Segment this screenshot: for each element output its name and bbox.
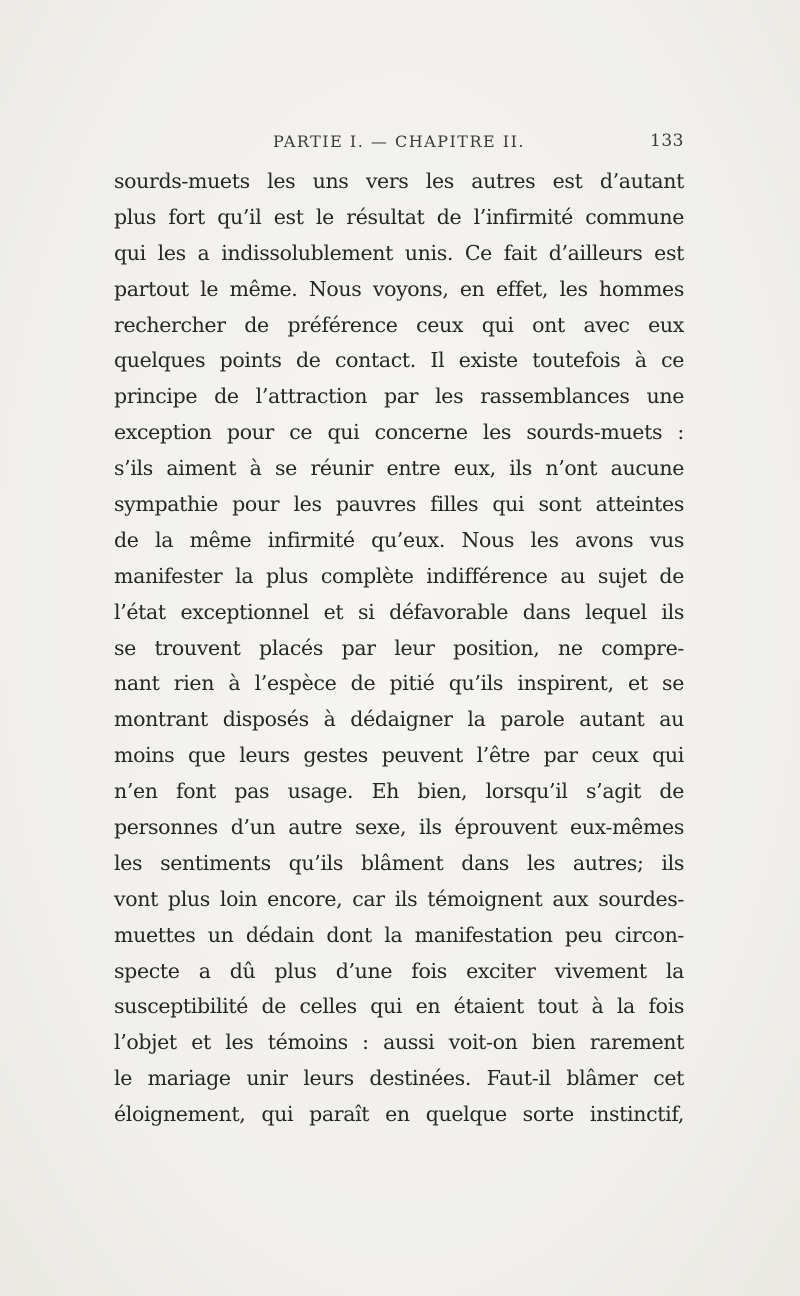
running-title: PARTIE I. — CHAPITRE II. (273, 132, 525, 151)
text-line: sourds-muets les uns vers les autres est d’autant (114, 169, 684, 193)
text-line: éloignement, qui paraît en quelque sorte instinctif, (114, 1102, 684, 1127)
text-line: de la même infirmité qu’eux. Nous les avons vus (114, 527, 684, 552)
text-line: l’état exceptionnel et si défavorable dans lequel ils (114, 599, 684, 624)
text-line: rechercher de préférence ceux qui ont avec eux (114, 312, 684, 337)
text-line: principe de l’attraction par les rassemblances une (114, 384, 684, 409)
text-line: qui les a indissolublement unis. Ce fait d’ailleurs est (114, 240, 684, 265)
page-number: 133 (650, 131, 684, 151)
text-line: les sentiments qu’ils blâment dans les autres; ils (114, 850, 684, 875)
page-header (114, 128, 684, 158)
text-line: specte a dû plus d’une fois exciter vivement la (114, 958, 684, 983)
text-line: muettes un dédain dont la manifestation peu circon- (114, 922, 684, 947)
body-text (114, 164, 684, 1133)
text-line: nant rien à l’espèce de pitié qu’ils inspirent, et se (114, 671, 684, 696)
text-line: montrant disposés à dédaigner la parole autant au (114, 707, 684, 732)
text-line: plus fort qu’il est le résultat de l’infirmité commune (114, 204, 684, 229)
text-line: le mariage unir leurs destinées. Faut-il blâmer cet (114, 1066, 684, 1091)
text-line: s’ils aiment à se réunir entre eux, ils n’ont aucune (114, 456, 684, 481)
text-line: sympathie pour les pauvres filles qui sont atteintes (114, 492, 684, 517)
text-line: susceptibilité de celles qui en étaient tout à la fois (114, 994, 684, 1019)
text-line: exception pour ce qui concerne les sourds-muets : (114, 420, 684, 445)
text-line: moins que leurs gestes peuvent l’être par ceux qui (114, 743, 684, 768)
text-line: manifester la plus complète indifférence au sujet de (114, 563, 684, 588)
text-line: partout le même. Nous voyons, en effet, les hommes (114, 276, 684, 301)
text-line: personnes d’un autre sexe, ils éprouvent eux-mêmes (114, 815, 684, 840)
text-line: se trouvent placés par leur position, ne compre- (114, 635, 684, 660)
text-line: quelques points de contact. Il existe toutefois à ce (114, 348, 684, 373)
text-line: vont plus loin encore, car ils témoignent aux sourdes- (114, 886, 684, 911)
text-line: n’en font pas usage. Eh bien, lorsqu’il s’agit de (114, 779, 684, 804)
text-line: l’objet et les témoins : aussi voit-on bien rarement (114, 1030, 684, 1055)
